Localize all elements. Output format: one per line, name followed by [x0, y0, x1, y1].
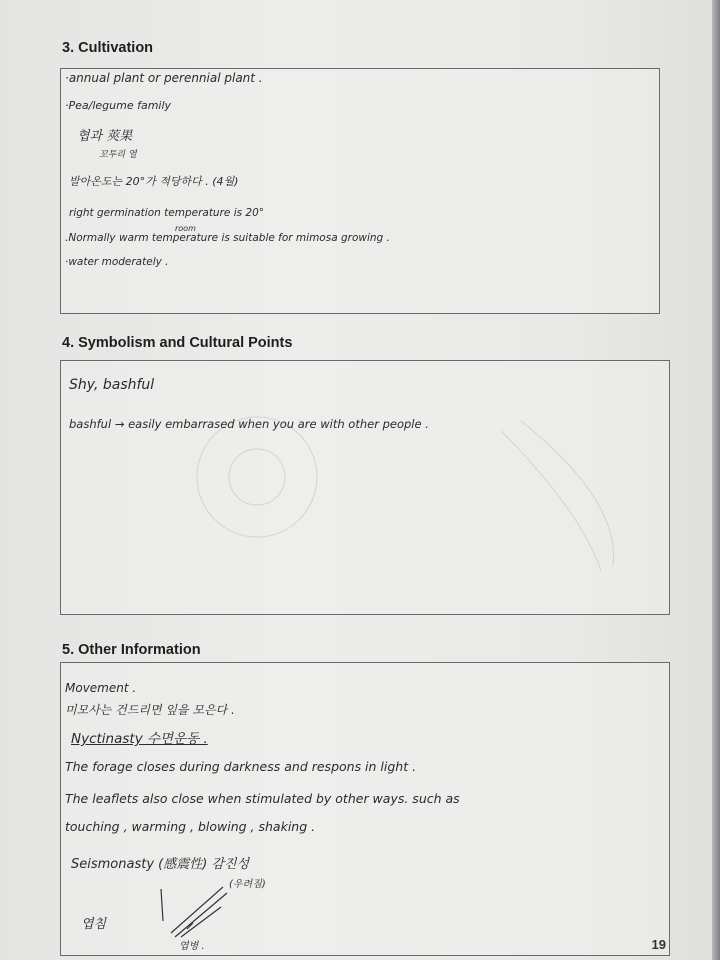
other-line: 엽병 . — [179, 941, 205, 952]
other-line: (우려짐) — [229, 879, 266, 890]
cultivation-line: right germination temperature is 20° — [69, 207, 265, 219]
other-line: The leaflets also close when stimulated by other ways. such as — [65, 791, 460, 806]
cultivation-line: 꼬투리 열 — [99, 150, 137, 160]
cultivation-line: .Normally warm temperature is suitable for mimosa growing . — [65, 232, 390, 244]
page-edge — [712, 0, 720, 960]
other-info-heading: 5. Other Information — [62, 642, 201, 658]
cultivation-heading: 3. Cultivation — [62, 40, 154, 56]
other-line: Movement . — [65, 681, 137, 695]
page-number: 19 — [651, 937, 666, 952]
other-line: The forage closes during darkness and respons in light . — [65, 759, 417, 774]
leaf-sketch — [157, 881, 237, 941]
cultivation-line: 협과 莢果 — [77, 129, 133, 144]
symbolism-line: Shy, bashful — [69, 377, 155, 393]
other-info-box — [60, 662, 670, 956]
faint-drawing — [61, 361, 669, 614]
symbolism-line: bashful → easily embarrased when you are with other people . — [69, 417, 429, 431]
cultivation-line: ·Pea/legume family — [65, 99, 172, 112]
cultivation-box — [60, 68, 660, 314]
other-line: 미모사는 건드리면 잎을 모은다 . — [65, 703, 235, 717]
symbolism-heading: 4. Symbolism and Cultural Points — [62, 335, 293, 351]
other-line: Seismonasty (感震性) 감진성 — [71, 857, 250, 872]
cultivation-line: room — [175, 224, 196, 233]
cultivation-line: ·annual plant or perennial plant . — [65, 71, 263, 85]
cultivation-line: 발아온도는 20°가 적당하다 . (4월) — [69, 175, 239, 188]
other-line: 엽침 — [81, 917, 107, 932]
cultivation-line: ·water moderately . — [65, 256, 169, 268]
other-line: touching , warming , blowing , shaking . — [65, 819, 316, 834]
other-line: Nyctinasty 수면운동 . — [71, 731, 208, 747]
symbolism-box — [60, 360, 670, 615]
